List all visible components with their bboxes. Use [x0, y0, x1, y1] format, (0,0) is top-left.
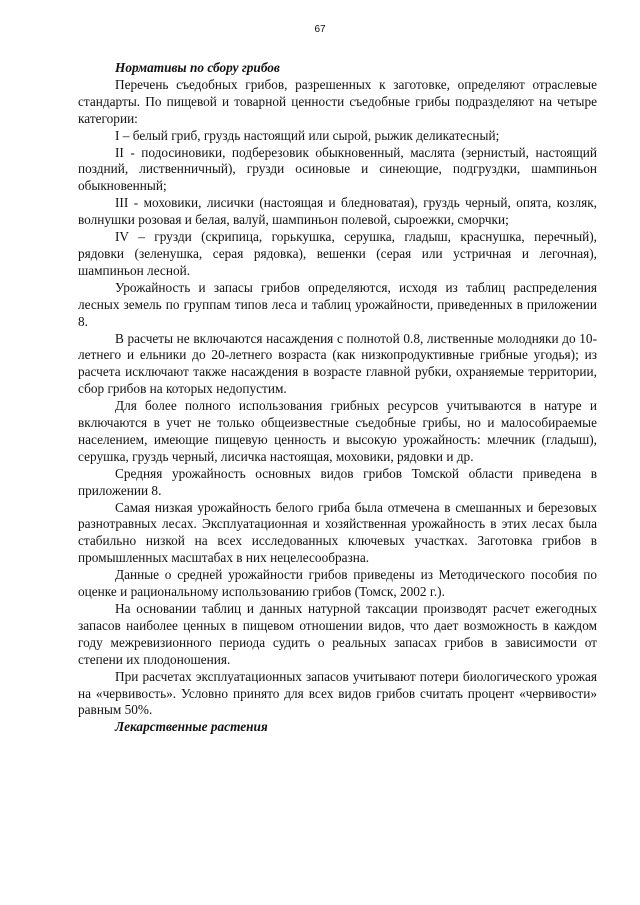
next-section-heading: Лекарственные растения — [115, 719, 268, 735]
paragraph-intro: Перечень съедобных грибов, разрешенных к заготовке, определяют отраслевые стандарты. По пищевой и товарной ценности съедобные грибы подразделяют на четыре категории: — [78, 76, 597, 126]
paragraph-full-use: Для более полного использования грибных ресурсов учитываются в натуре и включаются в учет не только общеизвестные съедобные грибы, но и малособираемые населением, имеющие пищевую ценность и высокую урожайность: млечник (гладыш), серушка, груздь черный, лисичка настоящая, моховики, рядовки и др. — [78, 398, 597, 464]
page-number: 67 — [314, 24, 326, 35]
paragraph-category-3: III - моховики, лисички (настоящая и бледноватая), груздь черный, опята, козляк, волнушки розовая и белая, валуй, шампиньон полевой, сыроежки, сморчки; — [78, 195, 597, 228]
paragraph-yield-and-stocks: Урожайность и запасы грибов определяются, исходя из таблиц распределения лесных земель по группам типов леса и таблиц урожайности, приведенных в приложении 8. — [78, 279, 597, 329]
paragraph-category-2: II - подосиновики, подберезовик обыкновенный, маслята (зернистый, настоящий поздний, лиственничный), грузди осиновые и синеющие, подгруздки, шампиньон обыкновенный; — [78, 144, 597, 194]
paragraph-category-1: I – белый гриб, груздь настоящий или сырой, рыжик деликатесный; — [115, 127, 500, 143]
paragraph-data-source: Данные о средней урожайности грибов приведены из Методического пособия по оценке и рациональному использованию грибов (Томск, 2002 г.). — [78, 567, 597, 600]
paragraph-annual-stocks: На основании таблиц и данных натурной таксации производят расчет ежегодных запасов наиболее ценных в пищевом отношении видов, что дает возможность в каждом году межревизионного периода судить о реальных запасах грибов в зависимости от степени их плодоношения. — [78, 601, 597, 667]
paragraph-exclusions: В расчеты не включаются насаждения с полнотой 0.8, лиственные молодняки до 10-летнего и ельники до 20-летнего возраста (как низкопродуктивные грибные угодья); из расчета исключают также насаждения в возрасте главной рубки, охраняемые территории, сбор грибов на которых недопустим. — [78, 330, 597, 397]
paragraph-average-yield: Средняя урожайность основных видов грибов Томской области приведена в приложении 8. — [78, 465, 597, 498]
page-content — [78, 60, 597, 736]
paragraph-lowest-yield: Самая низкая урожайность белого гриба была отмечена в смешанных и березовых разнотравных лесах. Эксплуатационная и хозяйственная урожайность в этих лесах была стабильно низкой на всех исследованных ключевых участках. Заготовка грибов в промышленных масштабах в них нецелесообразна. — [78, 499, 597, 566]
paragraph-wormy-losses: При расчетах эксплуатационных запасов учитывают потери биологического урожая на «червивость». Условно принято для всех видов грибов считать процент «червивости» равным 50%. — [78, 668, 597, 718]
paragraph-category-4: IV – грузди (скрипица, горькушка, серушка, гладыш, краснушка, перечный), рядовки (зеленушка, серая рядовка), вешенки (серая или устричная и легочная), шампиньон лесной. — [78, 229, 597, 278]
section-heading: Нормативы по сбору грибов — [115, 60, 280, 75]
